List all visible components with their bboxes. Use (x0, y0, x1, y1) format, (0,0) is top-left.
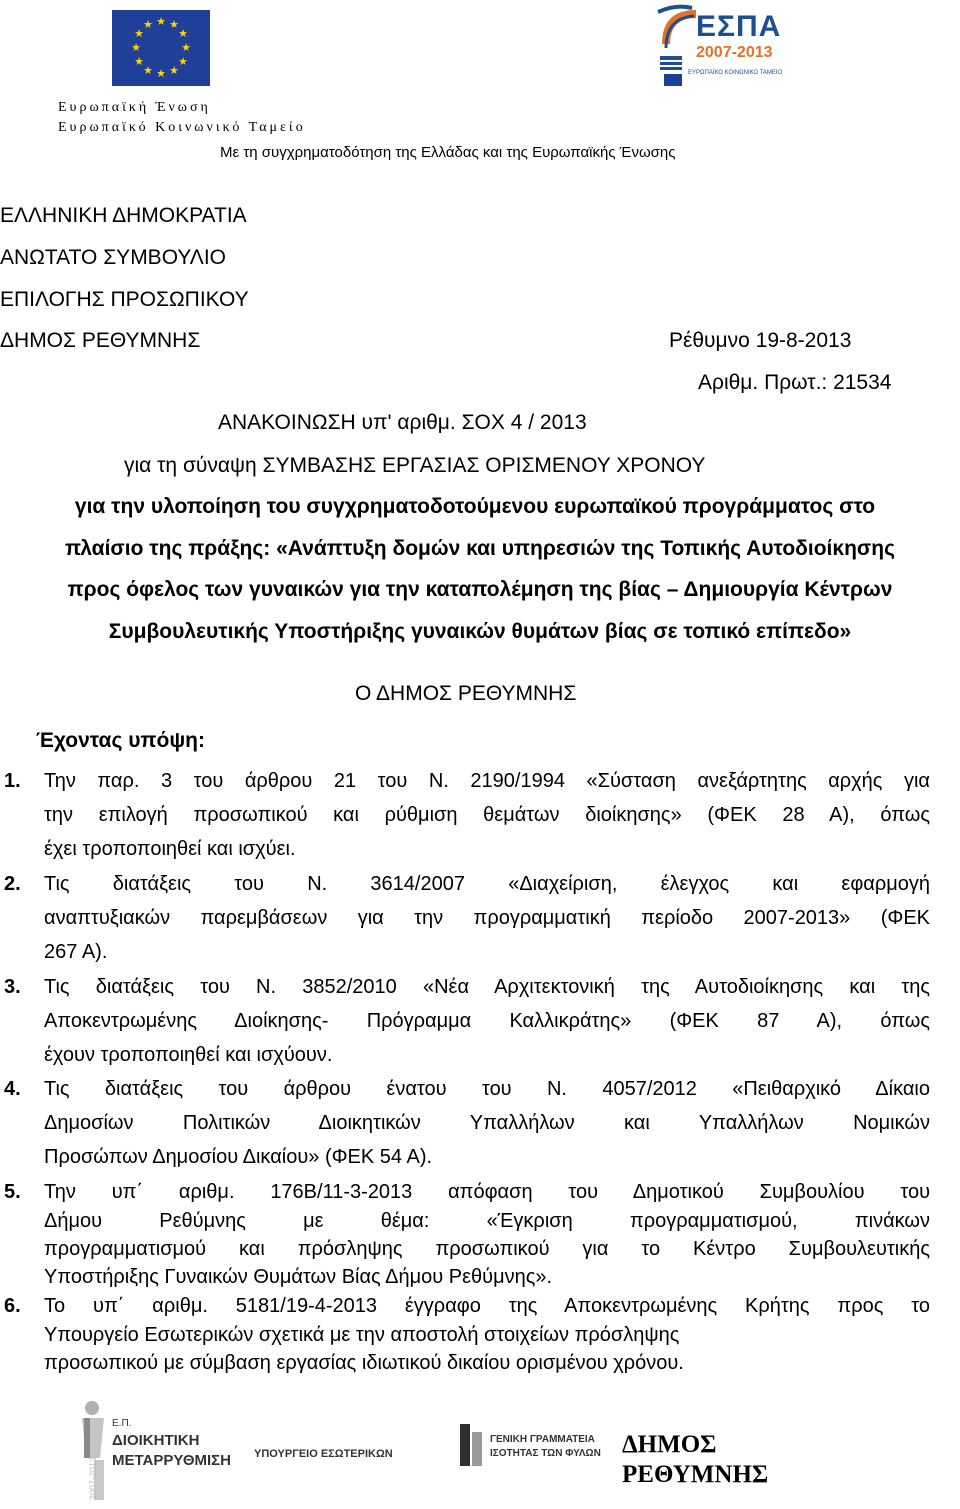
espa-title: ΕΣΠΑ (696, 10, 782, 43)
svg-text:★: ★ (178, 27, 188, 40)
espa-logo (656, 4, 783, 94)
svg-text:★: ★ (169, 64, 179, 77)
list-item-line: προσωπικού με σύμβαση εργασίας ιδιωτικού δικαίου ορισμένου χρόνου. (44, 1352, 684, 1374)
list-item-line: Αποκεντρωμένης Διοίκησης- Πρόγραμμα Καλλικράτης» (ΦΕΚ 87 Α), όπως (44, 1010, 930, 1032)
svg-text:★: ★ (143, 64, 153, 77)
announcement-title: ΑΝΑΚΟΙΝΩΣΗ υπ' αριθμ. ΣΟΧ 4 / 2013 (218, 411, 587, 434)
list-item-line: έχουν τροποποιηθεί και ισχύουν. (44, 1044, 333, 1066)
svg-text:★: ★ (169, 18, 179, 31)
considering-heading: Έχοντας υπόψη: (36, 729, 205, 752)
gsge-line-1: ΓΕΝΙΚΗ ΓΡΑΜΜΑΤΕΙΑ (490, 1434, 595, 1445)
eu-union-label: Ευρωπαϊκή Ένωση (58, 100, 211, 115)
eu-flag-logo (112, 10, 210, 86)
municipality-sign-line-2: ΡΕΘΥΜΝΗΣ (622, 1461, 769, 1488)
title-body-line-1: για την υλοποίηση του συγχρηματοδοτούμενου ευρωπαϊκού προγράμματος στο (74, 495, 876, 518)
sender-line-4: ΔΗΜΟΣ ΡΕΘΥΜΝΗΣ (0, 329, 201, 352)
list-item-line: Τις διατάξεις του άρθρου ένατου του Ν. 4057/2012 «Πειθαρχικό Δίκαιο (44, 1078, 930, 1100)
list-item-number: 4. (4, 1078, 21, 1100)
sender-line-1: ΕΛΛΗΝΙΚΗ ΔΗΜΟΚΡΑΤΙΑ (0, 204, 247, 227)
svg-text:★: ★ (156, 15, 166, 28)
svg-text:★: ★ (131, 41, 141, 54)
list-item-line: Υποστήριξης Γυναικών Θυμάτων Βίας Δήμου Ρεθύμνης». (44, 1266, 553, 1288)
svg-text:★: ★ (143, 18, 153, 31)
title-body-line-4: Συμβουλευτικής Υποστήριξης γυναικών θυμάτων βίας σε τοπικό επίπεδο» (108, 620, 852, 643)
ep-label: Ε.Π. (112, 1418, 132, 1429)
list-item-line: 267 Α). (44, 941, 108, 963)
svg-text:★: ★ (178, 55, 188, 68)
list-item-line: έχει τροποποιηθεί και ισχύει. (44, 838, 296, 860)
sender-line-3: ΕΠΙΛΟΓΗΣ ΠΡΟΣΩΠΙΚΟΥ (0, 288, 249, 311)
ep-title-line-1: ΔΙΟΙΚΗΤΙΚΗ (112, 1432, 200, 1449)
list-item-number: 6. (4, 1295, 21, 1317)
list-item-line: Το υπ΄ αριθμ. 5181/19-4-2013 έγγραφο της Αποκεντρωμένης Κρήτης προς το (44, 1295, 930, 1317)
issuing-authority: Ο ΔΗΜΟΣ ΡΕΘΥΜΝΗΣ (355, 682, 577, 705)
list-item-number: 3. (4, 976, 21, 998)
sender-line-2: ΑΝΩΤΑΤΟ ΣΥΜΒΟΥΛΙΟ (0, 246, 226, 269)
gender-symbol-icon (458, 1422, 486, 1468)
admin-reform-logo (78, 1396, 231, 1506)
list-item-line: Τις διατάξεις του Ν. 3614/2007 «Διαχείριση, έλεγχος και εφαρμογή (44, 873, 930, 895)
eu-social-fund-label: Ευρωπαϊκό Κοινωνικό Ταμείο (58, 120, 306, 135)
ministry-label: ΥΠΟΥΡΓΕΙΟ ΕΣΩΤΕΡΙΚΩΝ (254, 1448, 393, 1460)
eu-stars-icon (112, 10, 210, 86)
espa-fund-label: ΕΥΡΩΠΑΪΚΟ ΚΟΙΝΩΝΙΚΟ ΤΑΜΕΙΟ (688, 70, 783, 76)
list-item-line: Υπουργείο Εσωτερικών σχετικά με την αποστολή στοιχείων πρόσληψης (44, 1324, 680, 1346)
title-body-line-3: προς όφελος των γυναικών για την καταπολέμηση της βίας – Δημιουργία Κέντρων (67, 578, 893, 601)
list-item-line: Προσώπων Δημοσίου Δικαίου» (ΦΕΚ 54 Α). (44, 1146, 433, 1168)
svg-text:★: ★ (156, 67, 166, 80)
gender-equality-logo (458, 1420, 618, 1480)
gsge-line-2: ΙΣΟΤΗΤΑΣ ΤΩΝ ΦΥΛΩΝ (490, 1448, 601, 1459)
title-body-line-2: πλαίσιο της πράξης: «Ανάπτυξη δομών και υπηρεσιών της Τοπικής Αυτοδιοίκησης (64, 537, 896, 560)
protocol-number: Αριθμ. Πρωτ.: 21534 (698, 371, 892, 394)
municipality-sign-line-1: ΔΗΜΟΣ (622, 1431, 717, 1458)
svg-text:★: ★ (134, 55, 144, 68)
espa-years: 2007-2013 (696, 44, 773, 61)
list-item-line: Την παρ. 3 του άρθρου 21 του Ν. 2190/1994 «Σύσταση ανεξάρτητης αρχής για (44, 770, 930, 792)
list-item-line: Την υπ΄ αριθμ. 176Β/11-3-2013 απόφαση του Δημοτικού Συμβουλίου του (44, 1181, 930, 1203)
list-item-line: Δήμου Ρεθύμνης με θέμα: «Έγκριση προγραμματισμού, πινάκων (44, 1210, 930, 1232)
ep-years: 2007-2013 (88, 1456, 98, 1500)
svg-text:★: ★ (181, 41, 191, 54)
svg-text:★: ★ (134, 27, 144, 40)
list-item-number: 2. (4, 873, 21, 895)
list-item-line: Τις διατάξεις του Ν. 3852/2010 «Νέα Αρχιτεκτονική της Αυτοδιοίκησης και της (44, 976, 930, 998)
list-item-line: την επιλογή προσωπικού και ρύθμιση θεμάτων διοίκησης» (ΦΕΚ 28 Α), όπως (44, 804, 930, 826)
municipality-sign (622, 1430, 768, 1490)
ep-title-line-2: ΜΕΤΑΡΡΥΘΜΙΣΗ (112, 1452, 231, 1469)
list-item-number: 5. (4, 1181, 21, 1203)
cofinancing-note: Με τη συγχρηματοδότηση της Ελλάδας και της Ευρωπαϊκής Ένωσης (220, 144, 676, 161)
list-item-line: Δημοσίων Πολιτικών Διοικητικών Υπαλλήλων και Υπαλλήλων Νομικών (44, 1112, 930, 1134)
announcement-subtitle: για τη σύναψη ΣΥΜΒΑΣΗΣ ΕΡΓΑΣΙΑΣ ΟΡΙΣΜΕΝΟΥ ΧΡΟΝΟΥ (124, 454, 706, 477)
document-date: Ρέθυμνο 19-8-2013 (669, 329, 852, 352)
list-item-line: προγραμματισμού και πρόσληψης προσωπικού για το Κέντρο Συμβουλευτικής (44, 1238, 930, 1260)
list-item-line: αναπτυξιακών παρεμβάσεων για την προγραμματική περίοδο 2007-2013» (ΦΕΚ (44, 907, 930, 929)
list-item-number: 1. (4, 770, 21, 792)
